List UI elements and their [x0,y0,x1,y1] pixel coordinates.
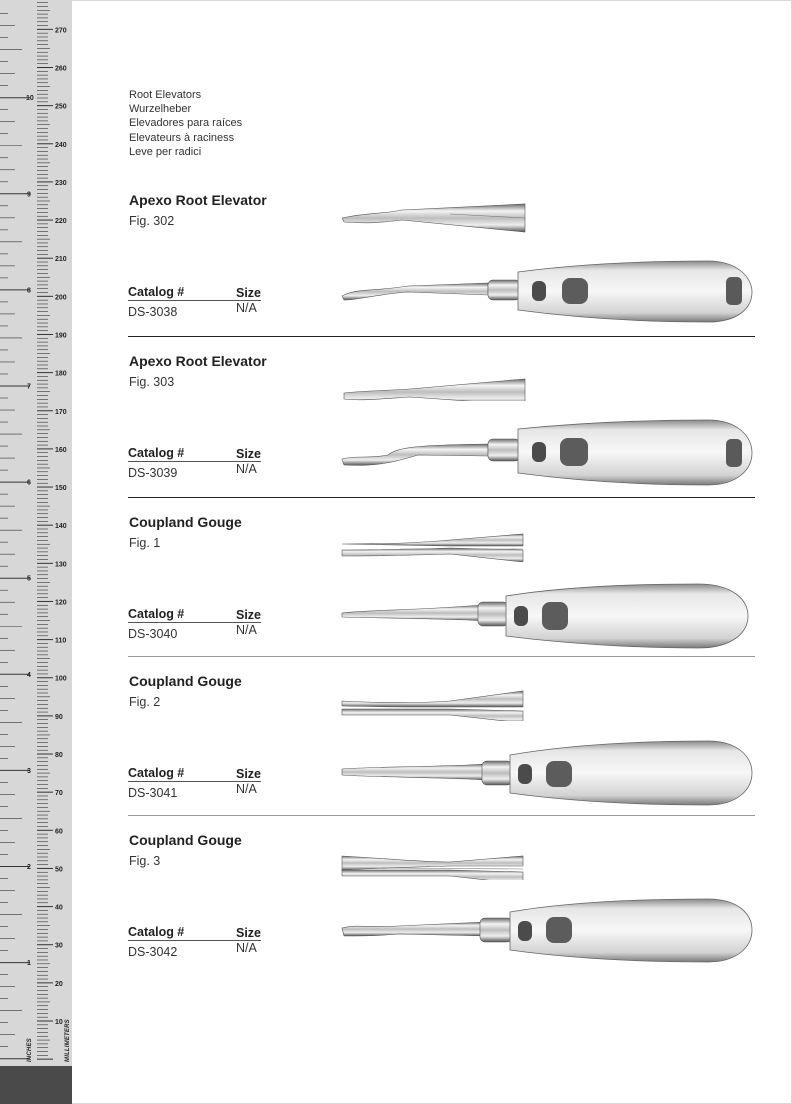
instrument-tip-image [340,681,530,721]
ruler-mm-label: 270 [55,27,67,35]
section-divider [128,497,755,498]
size-header: Size [236,447,262,461]
size-header: Size [236,608,262,622]
ruler-mm-label: 80 [55,752,63,760]
size-value: N/A [236,301,257,315]
ruler-mm-label: 60 [55,828,63,836]
catalog-header: Catalog # [128,766,185,780]
ruler-mm-label: 140 [55,523,67,531]
product-figure-label: Fig. 2 [129,695,161,709]
intro-line-es: Elevadores para raíces [129,117,243,130]
ruler-mm-label: 50 [55,866,63,874]
ruler-mm-label: 30 [55,942,63,950]
ruler-mm-label: 200 [55,294,67,302]
catalog-header: Catalog # [128,446,185,460]
ruler-inch-label: 8 [27,287,31,295]
ruler-mm-label: 90 [55,713,63,721]
ruler-inch-label: 4 [27,671,31,679]
intro-line-it: Leve per radici [129,145,202,158]
ruler-mm-label: 210 [55,256,67,264]
ruler-mm-label: 110 [55,637,67,645]
instrument-tip-image [340,522,530,562]
ruler-scale [0,0,72,1066]
ruler-mm-label: 20 [55,980,63,988]
size-value: N/A [236,941,257,955]
ruler-inch-label: 6 [27,479,31,487]
product-figure-label: Fig. 302 [129,214,175,228]
ruler-mm-label: 220 [55,218,67,226]
instrument-image [338,580,758,654]
ruler-inch-label: 1 [27,960,31,968]
ruler-mm-label: 180 [55,370,67,378]
ruler-mm-label: 230 [55,179,67,187]
product-figure-label: Fig. 1 [129,536,161,550]
ruler-inch-label: 2 [27,864,31,871]
size-value: N/A [236,782,257,796]
intro-line-de: Wurzelheber [129,103,192,116]
product-title: Coupland Gouge [129,673,242,689]
product-section [128,192,756,353]
product-title: Coupland Gouge [129,514,242,530]
instrument-image [338,258,758,332]
product-section [128,514,756,675]
ruler-mm-label: 130 [55,561,67,569]
category-intro [129,88,242,159]
ruler-foot [0,1066,72,1104]
product-section [128,673,756,834]
intro-line-fr: Elevateurs à raciness [129,131,235,144]
ruler-mm-label: 10 [55,1019,63,1026]
instrument-image [338,739,758,813]
size-value: N/A [236,623,257,637]
product-section [128,832,756,993]
catalog-number: DS-3038 [128,305,178,319]
ruler-mm-label: 100 [55,675,67,683]
ruler-mm-label: 120 [55,599,67,607]
product-figure-label: Fig. 3 [129,854,161,868]
size-header: Size [236,286,262,300]
catalog-number: DS-3040 [128,627,178,641]
product-section [128,353,756,514]
ruler-mm-label: 190 [55,332,67,340]
ruler-mm-label: 70 [55,790,63,798]
size-header: Size [236,926,262,940]
ruler-mm-label: 150 [55,485,67,493]
catalog-header: Catalog # [128,607,185,621]
catalog-number: DS-3042 [128,945,178,959]
ruler-mm-label: 40 [55,904,63,912]
catalog-header: Catalog # [128,285,185,299]
product-title: Apexo Root Elevator [129,192,267,208]
ruler-millimeters-label: MILLIMETERS [65,1019,71,1062]
catalog-number: DS-3039 [128,466,178,480]
product-title: Apexo Root Elevator [129,353,267,369]
catalog-number: DS-3041 [128,786,178,800]
ruler-inch-label: 9 [27,191,31,199]
section-divider [128,656,755,657]
size-value: N/A [236,462,257,476]
ruler-mm-label: 240 [55,141,67,149]
ruler-inches-label: INCHES [27,1038,33,1062]
ruler-mm-label: 260 [55,65,67,73]
intro-line-en: Root Elevators [129,89,202,101]
ruler-inch-label: 7 [27,383,31,391]
instrument-image [338,898,758,972]
instrument-tip-image [340,200,530,240]
ruler-mm-label: 160 [55,446,67,454]
ruler-inch-label: 3 [27,767,31,775]
section-divider [128,815,755,816]
product-title: Coupland Gouge [129,832,242,848]
ruler-inch-label: 10 [26,95,34,103]
section-divider [128,336,755,337]
measurement-ruler [0,0,72,1104]
catalog-header: Catalog # [128,925,185,939]
size-header: Size [236,767,262,781]
ruler-inch-label: 5 [27,575,31,583]
instrument-tip-image [340,361,530,401]
ruler-mm-label: 250 [55,103,67,111]
instrument-image [338,419,758,493]
instrument-tip-image [340,840,530,880]
ruler-mm-label: 170 [55,408,67,416]
product-figure-label: Fig. 303 [129,375,175,389]
